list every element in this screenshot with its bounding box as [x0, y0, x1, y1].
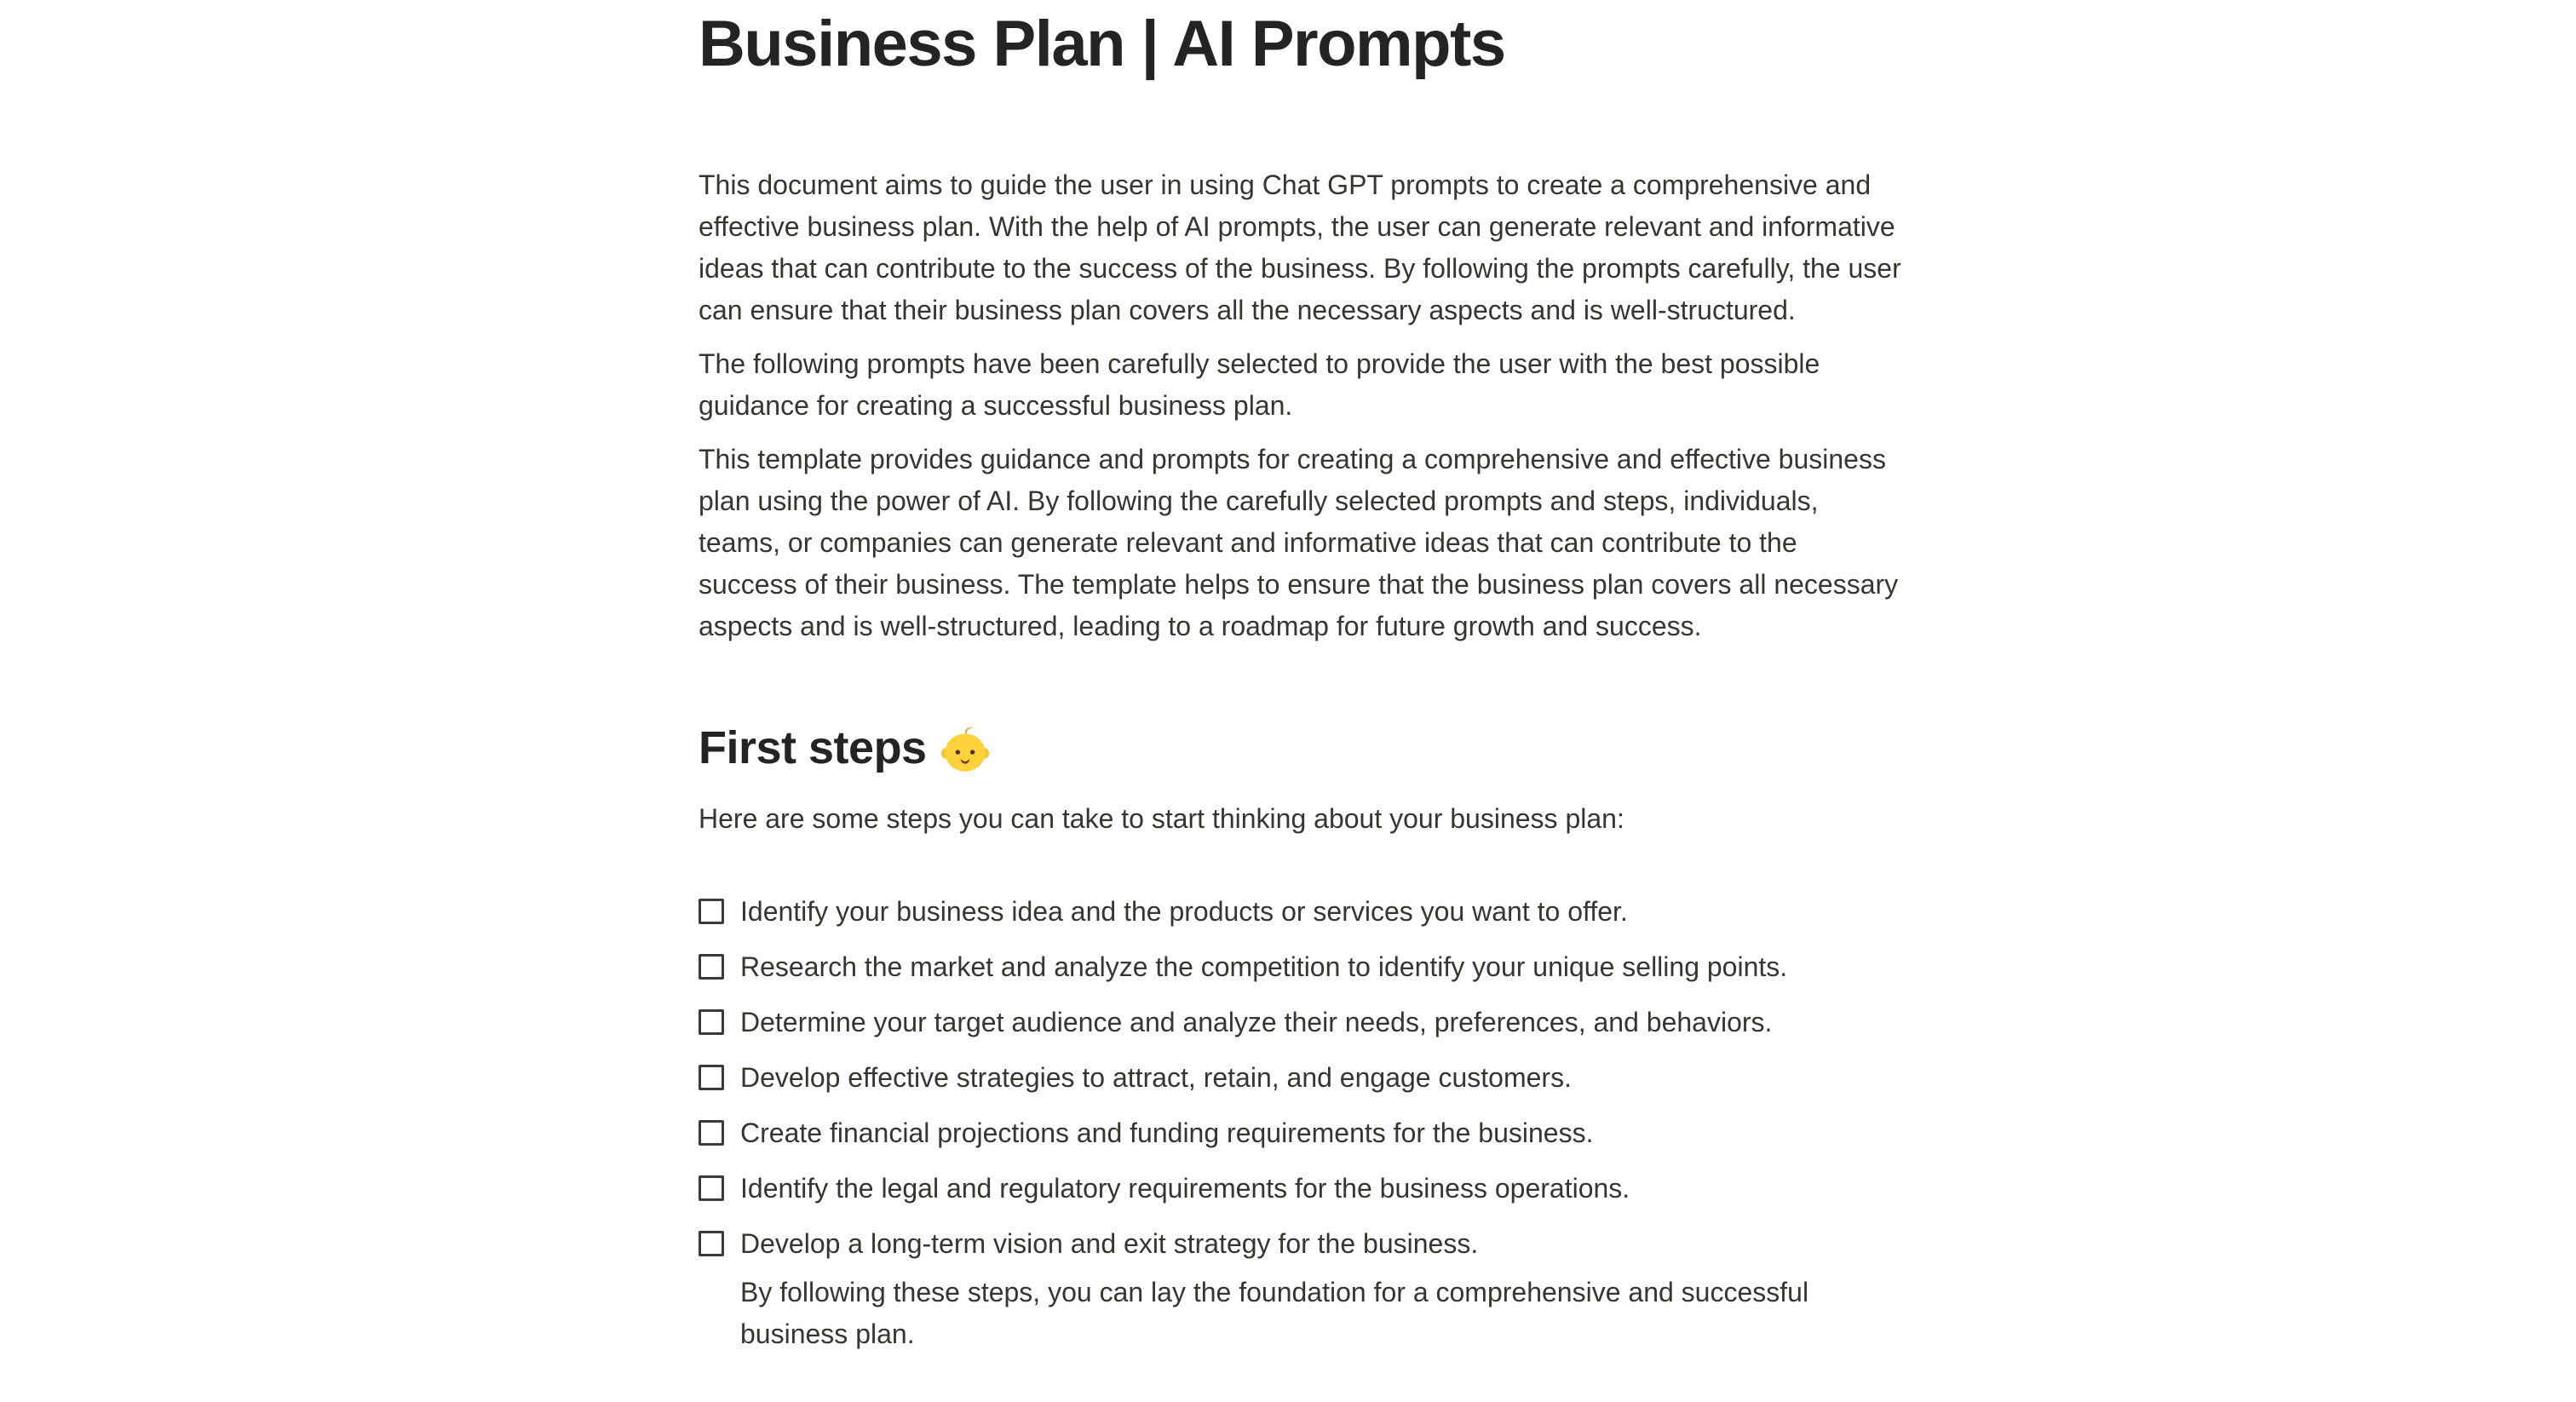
todo-label: Identify your business idea and the products or services you want to offer. [740, 896, 1628, 927]
todo-item [699, 1050, 1901, 1106]
todo-checkbox[interactable] [699, 954, 724, 980]
todo-checkbox[interactable] [699, 1009, 724, 1035]
todo-label: Determine your target audience and analyze their needs, preferences, and behaviors. [740, 1007, 1773, 1037]
todo-item [699, 939, 1901, 995]
todo-label: Identify the legal and regulatory requirements for the business operations. [740, 1173, 1630, 1204]
todo-label: Research the market and analyze the competition to identify your unique selling points. [740, 951, 1788, 982]
paragraph-3: This template provides guidance and prompts for creating a comprehensive and effective business plan using the power of AI. By following the carefully selected prompts and steps, individuals, teams, or companies can generate relevant and informative ideas that can contribute to the success of their business. The template helps to ensure that the business plan covers all necessary aspects and is well-structured, leading to a roadmap for future growth and success. [699, 444, 1899, 641]
todo-list [699, 884, 1901, 1272]
section-intro: Here are some steps you can take to start thinking about your business plan: [699, 803, 1624, 834]
todo-label: Develop effective strategies to attract, retain, and engage customers. [740, 1062, 1572, 1093]
section-heading [699, 721, 1901, 776]
todo-item [699, 884, 1901, 939]
section-heading-text: First steps [699, 722, 927, 773]
todo-checkbox[interactable] [699, 1231, 724, 1256]
todo-checkbox[interactable] [699, 1120, 724, 1146]
todo-item [699, 1216, 1901, 1272]
document-content [699, 0, 1901, 1355]
paragraph-2: The following prompts have been carefully selected to provide the user with the best possible guidance for creating a successful business plan. [699, 348, 1820, 421]
todo-item [699, 995, 1901, 1050]
page-title: Business Plan | AI Prompts [699, 8, 1505, 80]
baby-emoji-icon [940, 724, 990, 773]
closing-text: By following these steps, you can lay the foundation for a comprehensive and successful business plan. [740, 1277, 1809, 1349]
paragraph-1: This document aims to guide the user in using Chat GPT prompts to create a comprehensive and effective business plan. With the help of AI prompts, the user can generate relevant and informative ideas that can contribute to the success of the business. By following the prompts carefully, the user can ensure that their business plan covers all the necessary aspects and is well-structured. [699, 170, 1901, 325]
todo-label: Create financial projections and funding requirements for the business. [740, 1118, 1594, 1148]
todo-checkbox[interactable] [699, 1175, 724, 1201]
todo-item [699, 1106, 1901, 1161]
todo-checkbox[interactable] [699, 1065, 724, 1090]
todo-item [699, 1161, 1901, 1216]
todo-checkbox[interactable] [699, 899, 724, 924]
todo-label: Develop a long-term vision and exit strategy for the business. [740, 1228, 1479, 1259]
